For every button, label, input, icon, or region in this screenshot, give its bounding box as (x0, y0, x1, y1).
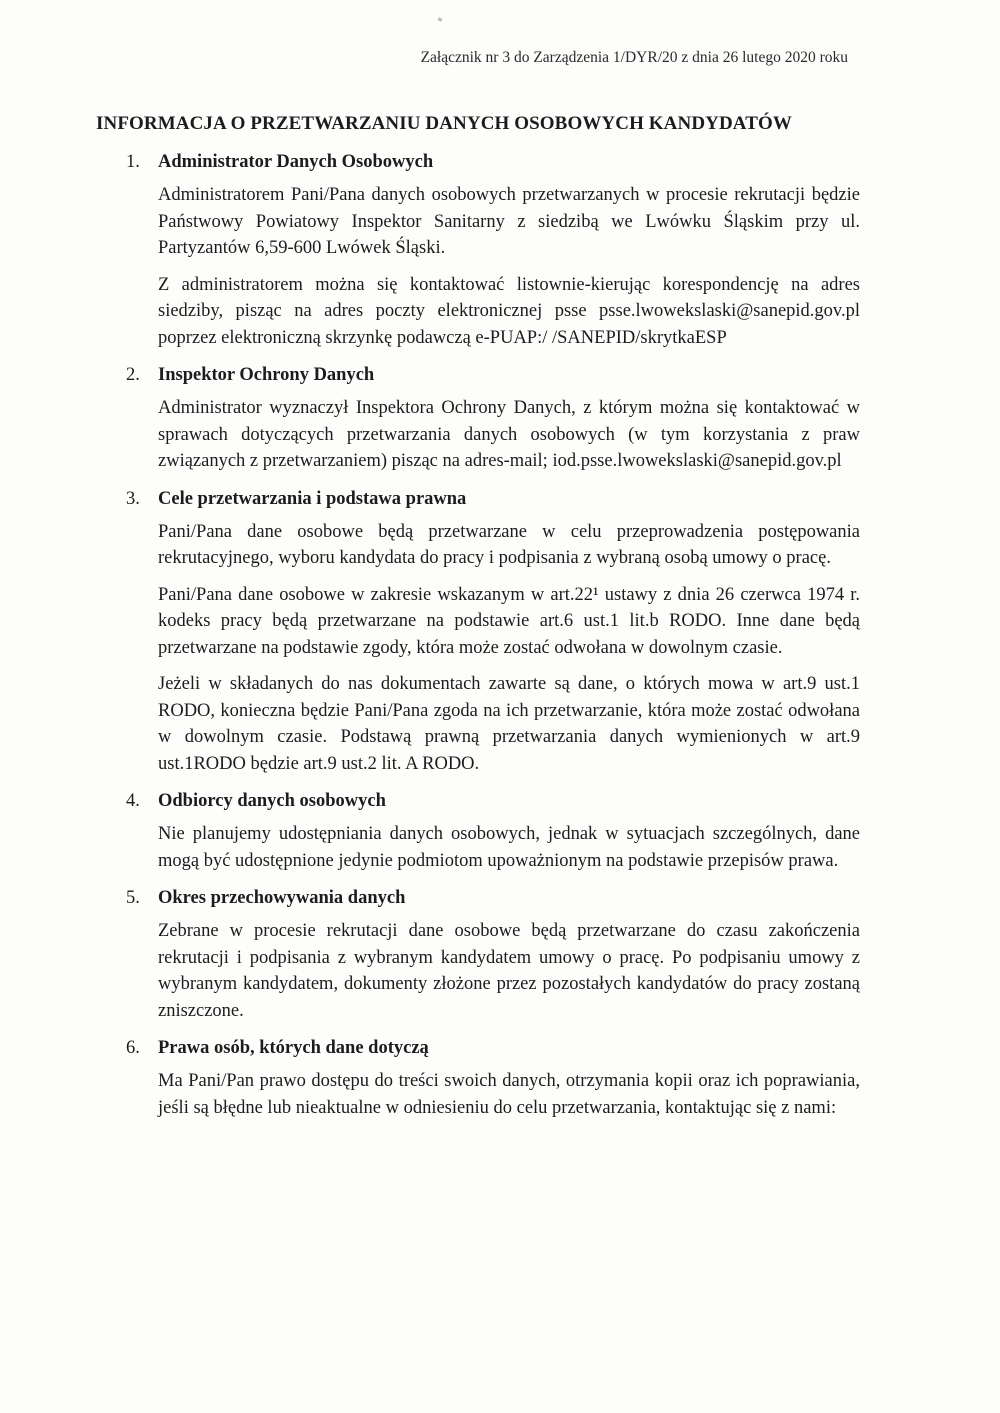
paragraph: Z administratorem można się kontaktować listownie-kierując korespondencję na adres siedziby, pisząc na adres poczty elektronicznej psse psse.lwowekslaski@sanepid.gov.pl poprzez elektroniczną skrzynkę podawczą e-PUAP:/ /SANEPID/skrytkaESP (158, 274, 860, 348)
paragraph: Jeżeli w składanych do nas dokumentach zawarte są dane, o których mowa w art.9 ust.1 RODO, konieczna będzie Pani/Pana zgoda na ich przetwarzanie, która może zostać odwołana w dowolnym czasie. Podstawą prawną przetwarzania danych wymienionych w art.9 ust.1RODO będzie art.9 ust.2 lit. A RODO. (158, 674, 860, 774)
section-number: 6. (126, 1038, 140, 1058)
section-heading (126, 787, 1000, 815)
section-title: Okres przechowywania danych (158, 888, 406, 908)
section-recipients (0, 787, 1000, 874)
document-title: INFORMACJA O PRZETWARZANIU DANYCH OSOBOWYCH KANDYDATÓW (96, 113, 792, 134)
paragraph: Nie planujemy udostępniania danych osobowych, jednak w sytuacjach szczególnych, dane mogą być udostępnione jedynie podmiotom upoważnionym na podstawie przepisów prawa. (158, 824, 860, 871)
section-title: Administrator Danych Osobowych (158, 152, 434, 172)
paragraph: Pani/Pana dane osobowe w zakresie wskazanym w art.22¹ ustawy z dnia 26 czerwca 1974 r. kodeks pracy będą przetwarzane na podstawie art.6 ust.1 lit.b RODO. Inne dane będą przetwarzane na podstawie zgody, która może zostać odwołana w dowolnym czasie. (158, 584, 860, 658)
paragraph: Ma Pani/Pan prawo dostępu do treści swoich danych, otrzymania kopii oraz ich poprawiania, jeśli są błędne lub nieaktualne w odniesieniu do celu przetwarzania, kontaktując się z nami: (158, 1071, 860, 1118)
paragraph: Zebrane w procesie rekrutacji dane osobowe będą przetwarzane do czasu zakończenia rekrutacji i podpisania z wybranym kandydatem umowy o pracę. Po podpisaniu umowy z wybranym kandydatem, dokumenty złożone przez pozostałych kandydatów do pracy zostaną zniszczone. (158, 921, 860, 1021)
section-data-subject-rights (0, 1034, 1000, 1121)
section-title: Prawa osób, których dane dotyczą (158, 1038, 429, 1058)
paragraph: Pani/Pana dane osobowe będą przetwarzane w celu przeprowadzenia postępowania rekrutacyjnego, wyboru kandydata do pracy i podpisania z wybraną osobą umowy o pracę. (158, 521, 860, 568)
section-title: Odbiorcy danych osobowych (158, 791, 386, 811)
paragraph: Administrator wyznaczył Inspektora Ochrony Danych, z którym można się kontaktować w sprawach dotyczących przetwarzania danych osobowych (w tym korzystania z praw związanych z przetwarzaniem) pisząc na adres-mail; iod.psse.lwowekslaski@sanepid.gov.pl (158, 398, 860, 471)
section-heading (126, 148, 1000, 176)
sections-list (0, 148, 1000, 1131)
section-number: 5. (126, 888, 140, 908)
section-number: 2. (126, 365, 140, 385)
section-heading (126, 361, 1000, 389)
section-retention-period (0, 884, 1000, 1024)
paragraph: Administratorem Pani/Pana danych osobowych przetwarzanych w procesie rekrutacji będzie Państwowy Powiatowy Inspektor Sanitarny z siedzibą we Lwówku Śląskim przy ul. Partyzantów 6,59-600 Lwówek Śląski. (158, 185, 860, 258)
section-data-protection-officer (0, 361, 1000, 475)
annex-reference: Załącznik nr 3 do Zarządzenia 1/DYR/20 z dnia 26 lutego 2020 roku (420, 49, 848, 66)
section-heading (126, 485, 1000, 513)
scan-speck (438, 17, 443, 22)
section-number: 3. (126, 488, 140, 509)
section-number: 1. (126, 152, 140, 172)
section-title: Inspektor Ochrony Danych (158, 365, 375, 385)
section-administrator (0, 148, 1000, 351)
section-number: 4. (126, 791, 140, 811)
section-title: Cele przetwarzania i podstawa prawna (158, 488, 467, 509)
section-purposes-legal-basis (0, 485, 1000, 778)
section-heading (126, 884, 1000, 912)
section-heading (126, 1034, 1000, 1062)
